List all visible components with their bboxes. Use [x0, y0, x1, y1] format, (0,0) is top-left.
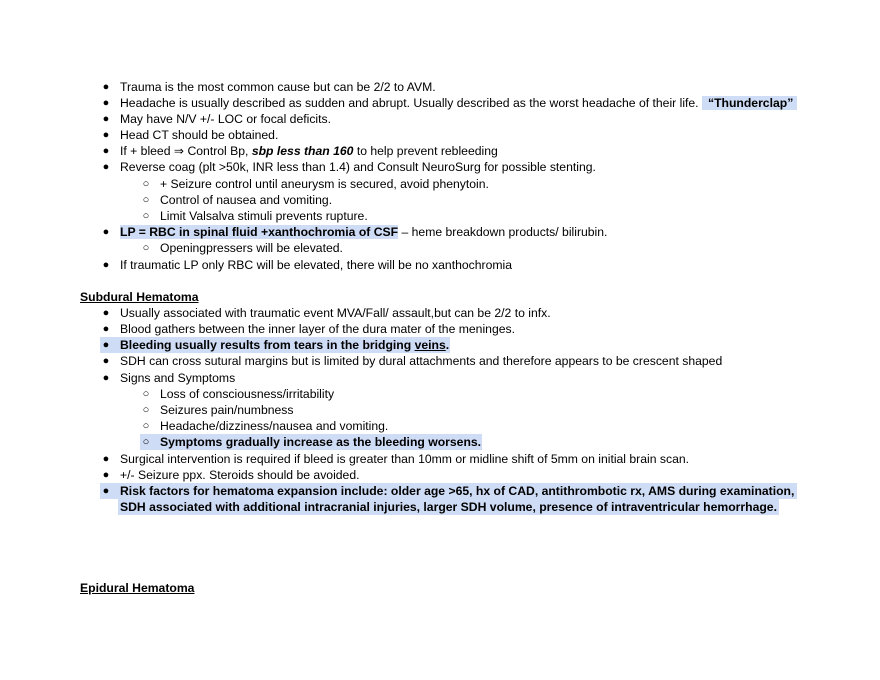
list-item-text: Surgical intervention is required if bleed is greater than 10mm or midline shift of 5mm on initial brain scan. — [120, 452, 690, 466]
list-item-highlighted — [140, 434, 482, 450]
bullet-disc: ● — [102, 97, 110, 109]
bullet-disc: ● — [102, 81, 110, 93]
bullet-disc: ● — [102, 129, 110, 141]
list-item-text: Loss of consciousness/irritability — [160, 387, 335, 401]
text-segment: – heme breakdown products/ bilirubin. — [398, 225, 608, 239]
list-item-continuation — [118, 499, 779, 515]
list-item-text: Limit Valsalva stimuli prevents rupture. — [160, 209, 368, 223]
text-segment: Bleeding usually results from tears in the bridging — [120, 338, 415, 352]
list-item-text: Symptoms gradually increase as the bleeding worsens. — [160, 435, 482, 449]
epidural-heading: Epidural Hematoma — [80, 581, 195, 595]
list-item-text — [120, 95, 797, 111]
bullet-circle: ○ — [142, 420, 150, 432]
list-item-text: May have N/V +/- LOC or focal deficits. — [120, 112, 331, 126]
bullet-disc: ● — [102, 161, 110, 173]
bullet-disc: ● — [102, 339, 110, 351]
list-item-text: Usually associated with traumatic event MVA/Fall/ assault,but can be 2/2 to infx. — [120, 306, 551, 320]
list-item-text: Risk factors for hematoma expansion include: older age >65, hx of CAD, antithrombotic rx, AMS during examination, — [120, 484, 795, 498]
bullet-circle: ○ — [142, 210, 150, 222]
bullet-disc: ● — [102, 453, 110, 465]
list-item-text — [120, 143, 498, 159]
list-item-highlighted — [100, 337, 450, 353]
sbp-emphasis: sbp less than 160 — [251, 144, 354, 158]
list-item-text: +/- Seizure ppx. Steroids should be avoided. — [120, 468, 360, 482]
bullet-disc: ● — [102, 355, 110, 367]
list-item-text: If traumatic LP only RBC will be elevated, there will be no xanthochromia — [120, 258, 512, 272]
list-item-text: SDH associated with additional intracranial injuries, larger SDH volume, presence of intraventricular hemorrhage. — [120, 500, 777, 514]
list-item-highlighted — [100, 483, 797, 499]
list-item-text: Seizures pain/numbness — [160, 403, 294, 417]
bullet-disc: ● — [102, 307, 110, 319]
list-item-text — [120, 224, 607, 240]
list-item-text: Openingpressers will be elevated. — [160, 241, 343, 255]
bullet-circle: ○ — [142, 436, 150, 448]
bullet-disc: ● — [102, 469, 110, 481]
bullet-circle: ○ — [142, 194, 150, 206]
bullet-disc: ● — [102, 372, 110, 384]
lp-highlight: LP = RBC in spinal fluid +xanthochromia of CSF — [120, 225, 399, 239]
bullet-circle: ○ — [142, 388, 150, 400]
subdural-heading: Subdural Hematoma — [80, 290, 199, 304]
list-item-text: + Seizure control until aneurysm is secured, avoid phenytoin. — [160, 177, 489, 191]
list-item-text: Head CT should be obtained. — [120, 128, 279, 142]
bullet-circle: ○ — [142, 178, 150, 190]
list-item-text: Control of nausea and vomiting. — [160, 193, 333, 207]
list-item-text: Signs and Symptoms — [120, 371, 236, 385]
list-item-text — [120, 337, 449, 353]
bullet-disc: ● — [102, 323, 110, 335]
thunderclap-highlight: “Thunderclap” — [702, 96, 797, 110]
text-segment: . — [445, 338, 450, 352]
bullet-disc: ● — [102, 113, 110, 125]
list-item-text: Headache/dizziness/nausea and vomiting. — [160, 419, 389, 433]
text-segment: to help prevent rebleeding — [353, 144, 498, 158]
bullet-disc: ● — [102, 145, 110, 157]
bullet-disc: ● — [102, 259, 110, 271]
bullet-disc: ● — [102, 485, 110, 497]
list-item-text: Trauma is the most common cause but can be 2/2 to AVM. — [120, 80, 436, 94]
text-segment: If + bleed ⇒ Control Bp, — [120, 144, 252, 158]
bullet-circle: ○ — [142, 242, 150, 254]
text-segment: Headache is usually described as sudden and abrupt. Usually described as the worst headache of their life. — [120, 96, 702, 110]
list-item-text: SDH can cross sutural margins but is limited by dural attachments and therefore appears to be crescent shaped — [120, 354, 723, 368]
veins-underlined: veins — [414, 338, 446, 352]
list-item-text: Blood gathers between the inner layer of the dura mater of the meninges. — [120, 322, 515, 336]
bullet-circle: ○ — [142, 404, 150, 416]
list-item-text: Reverse coag (plt >50k, INR less than 1.4) and Consult NeuroSurg for possible stenting. — [120, 160, 596, 174]
bullet-disc: ● — [102, 226, 110, 238]
